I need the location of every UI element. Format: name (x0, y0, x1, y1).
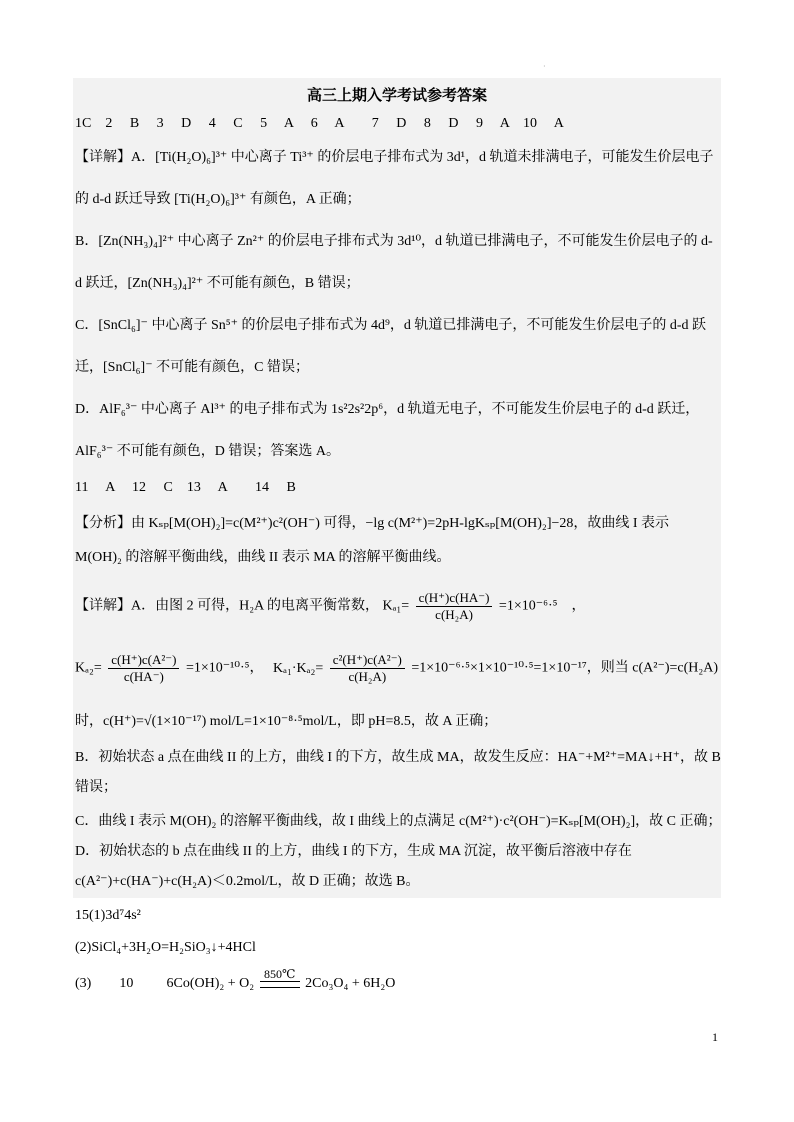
detail-a-line-2: 的 d-d 跃迁导致 [Ti(H₂O)₆]³⁺ 有颜色，A 正确； (75, 192, 361, 207)
page-title: 高三上期入学考试参考答案 (306, 88, 487, 104)
ka2-denominator: c(HA⁻) (123, 669, 164, 684)
ka12-value: =1×10⁻⁶·⁵×1×10⁻¹⁰·⁵=1×10⁻¹⁷，则当 c(A²⁻)=c(H₂A) (411, 660, 719, 676)
detail-d-line-1: D．AlF₆³⁻ 中心离子 Al³⁺ 的电子排布式为 1s²2s²2p⁶，d 轨道无电子，不可能发生价层电子的 d-d 跃迁， (75, 402, 700, 417)
q15-part-3-answer: (3) 10 (75, 976, 134, 991)
q15-equals-sign (260, 981, 300, 988)
detail-c-line-1: C．[SnCl₆]⁻ 中心离子 Sn⁵⁺ 的价层电子排布式为 4d⁹，d 轨道已排满电子，不可能发生价层电子的 d-d 跃 (75, 318, 707, 333)
detail2-d-line-1: D．初始状态的 b 点在曲线 II 的上方，曲线 I 的下方，生成 MA 沉淀，故平衡后溶液中存在 (75, 844, 632, 859)
ka12-numerator: c²(H⁺)c(A²⁻) (330, 652, 405, 669)
q15-part-1: 15(1)3d⁷4s² (75, 908, 141, 923)
ka1-label: Kₐ₁= (382, 598, 410, 614)
detail2-d-line-2: c(A²⁻)+c(HA⁻)+c(H₂A)＜0.2mol/L，故 D 正确；故选 B。 (75, 874, 420, 889)
ka2-label: Kₐ₂= (75, 660, 102, 676)
ka12-denominator: c(H₂A) (348, 669, 387, 684)
detail-b-line-1: B．[Zn(NH₃)₄]²⁺ 中心离子 Zn²⁺ 的价层电子排布式为 3d¹⁰，d 轨道已排满电子，不可能发生价层电子的 d- (75, 234, 713, 249)
detail-a-line-1: 【详解】A．[Ti(H₂O)₆]³⁺ 中心离子 Ti³⁺ 的价层电子排布式为 3d¹，d 轨道未排满电子，可能发生价层电子 (75, 150, 714, 165)
detail2-b-line-2: 错误； (75, 780, 117, 795)
q15-reaction-condition: 850℃ (263, 967, 296, 981)
page-number: 1 (712, 1030, 718, 1044)
detail2-a-ka1-line (75, 590, 586, 623)
q15-part-3 (75, 968, 395, 1002)
ka1-value: =1×10⁻⁶·⁵ ， (498, 598, 586, 614)
ka2-numerator: c(H⁺)c(A²⁻) (108, 652, 179, 669)
detail-b-line-2: d 跃迁，[Zn(NH₃)₄]²⁺ 不可能有颜色，B 错误； (75, 276, 360, 291)
q15-reaction-arrow (260, 968, 300, 994)
ka12-label: Kₐ₁·Kₐ₂= (273, 660, 324, 676)
ka1-denominator: c(H₂A) (435, 607, 473, 622)
detail2-c-line: C．曲线 I 表示 M(OH)₂ 的溶解平衡曲线，故 I 曲线上的点满足 c(M²⁺)·c²(OH⁻)=Kₛₚ[M(OH)₂]，故 C 正确； (75, 814, 722, 829)
answers-row-2: 11 A 12 C 13 A 14 B (75, 480, 296, 495)
q15-equation-left: 6Co(OH)₂ + O₂ (166, 976, 255, 991)
ka1-numerator: c(H⁺)c(HA⁻) (416, 590, 493, 607)
analysis-line-2: M(OH)₂ 的溶解平衡曲线，曲线 II 表示 MA 的溶解平衡曲线。 (75, 550, 451, 565)
detail-c-line-2: 迁，[SnCl₆]⁻ 不可能有颜色，C 错误； (75, 360, 309, 375)
top-mark: · (543, 62, 546, 71)
detail2-b-line-1: B．初始状态 a 点在曲线 II 的上方，曲线 I 的下方，故生成 MA，故发生反应：HA⁻+M²⁺=MA↓+H⁺，故 B (75, 750, 721, 765)
ka1-fraction (416, 590, 493, 623)
ka2-fraction (108, 652, 179, 685)
detail2-a-end-line: 时，c(H⁺)=√(1×10⁻¹⁷) mol/L=1×10⁻⁸·⁵mol/L，即 pH=8.5，故 A 正确； (75, 714, 498, 729)
analysis-line-1: 【分析】由 Kₛₚ[M(OH)₂]=c(M²⁺)c²(OH⁻) 可得，−lg c(M²⁺)=2pH-lgKₛₚ[M(OH)₂]−28，故曲线 I 表示 (75, 516, 670, 531)
q15-part-2: (2)SiCl₄+3H₂O=H₂SiO₃↓+4HCl (75, 940, 256, 955)
detail-d-line-2: AlF₆³⁻ 不可能有颜色，D 错误；答案选 A。 (75, 444, 340, 459)
ka12-fraction (330, 652, 405, 685)
ka2-value: =1×10⁻¹⁰·⁵， (185, 660, 264, 676)
detail2-a-intro: 【详解】A．由图 2 可得，H₂A 的电离平衡常数， (75, 598, 379, 614)
answers-row-1: 1C 2 B 3 D 4 C 5 A 6 A 7 D 8 D 9 A 10 A (75, 116, 564, 131)
q15-equation-right: 2Co₃O₄ + 6H₂O (305, 976, 396, 991)
detail2-a-ka2-line (75, 652, 718, 685)
